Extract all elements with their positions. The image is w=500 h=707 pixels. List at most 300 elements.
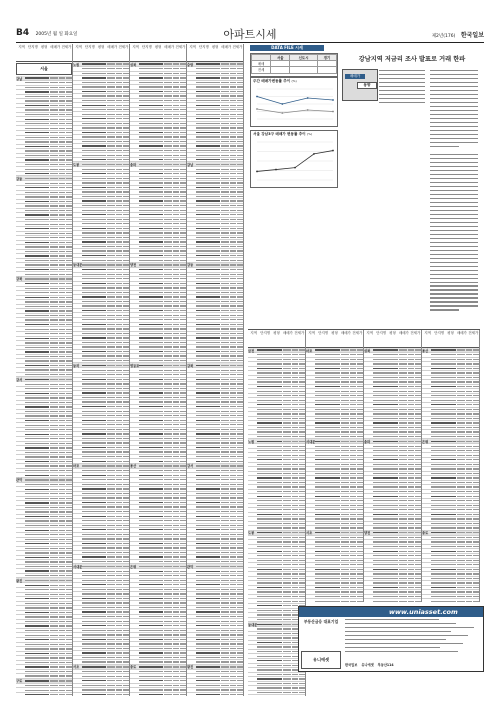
- lease-price-cell: [66, 534, 72, 535]
- complex-cell: [82, 529, 106, 530]
- lease-price-cell: [66, 498, 72, 499]
- size-cell: [164, 296, 172, 297]
- lease-price-cell: [180, 260, 186, 261]
- lease-price-cell: [66, 150, 72, 151]
- sale-price-cell: [292, 555, 298, 556]
- complex-cell: [257, 477, 282, 478]
- sale-price-cell: [59, 648, 65, 649]
- sale-price-cell: [116, 169, 122, 170]
- sale-price-cell: [230, 228, 236, 229]
- size-cell: [50, 415, 58, 416]
- size-cell: [164, 397, 172, 398]
- lease-price-cell: [66, 680, 72, 681]
- complex-cell: [82, 228, 106, 229]
- text-line: [430, 174, 478, 175]
- lease-price-cell: [180, 506, 186, 507]
- size-cell: [221, 442, 229, 443]
- size-cell: [107, 694, 115, 695]
- size-cell: [221, 283, 229, 284]
- lease-price-cell: [66, 406, 72, 407]
- lease-price-cell: [180, 219, 186, 220]
- lease-price-cell: [237, 598, 243, 599]
- complex-cell: [82, 324, 106, 325]
- sale-price-cell: [116, 420, 122, 421]
- lease-price-cell: [237, 141, 243, 142]
- complex-cell: [25, 333, 49, 334]
- complex-cell: [25, 598, 49, 599]
- lease-price-cell: [237, 319, 243, 320]
- lease-price-cell: [123, 484, 129, 485]
- lease-price-cell: [237, 429, 243, 430]
- lease-price-cell: [123, 488, 129, 489]
- sale-price-cell: [59, 461, 65, 462]
- lease-price-cell: [180, 593, 186, 594]
- size-cell: [50, 534, 58, 535]
- size-cell: [164, 100, 172, 101]
- lease-price-cell: [66, 324, 72, 325]
- complex-cell: [196, 580, 220, 581]
- sale-price-cell: [230, 661, 236, 662]
- lease-price-cell: [123, 461, 129, 462]
- size-cell: [283, 496, 291, 497]
- sale-price-cell: [59, 470, 65, 471]
- complex-cell: [139, 241, 163, 242]
- size-cell: [107, 680, 115, 681]
- text-line: [430, 110, 478, 111]
- complex-cell: [315, 363, 340, 364]
- size-cell: [107, 145, 115, 146]
- sale-price-cell: [59, 360, 65, 361]
- lease-price-cell: [180, 584, 186, 585]
- size-cell: [221, 680, 229, 681]
- lease-price-cell: [123, 210, 129, 211]
- lease-price-cell: [180, 534, 186, 535]
- complex-cell: [196, 397, 220, 398]
- text-line: [430, 266, 478, 267]
- lease-price-cell: [237, 497, 243, 498]
- size-cell: [164, 438, 172, 439]
- complex-cell: [82, 411, 106, 412]
- lease-price-cell: [66, 196, 72, 197]
- size-cell: [107, 296, 115, 297]
- text-line: [379, 82, 425, 83]
- size-cell: [164, 461, 172, 462]
- lease-price-cell: [237, 543, 243, 544]
- lease-price-cell: [123, 616, 129, 617]
- district-cell: 도봉: [248, 531, 255, 536]
- size-cell: [221, 255, 229, 256]
- text-line: [430, 94, 478, 95]
- size-cell: [283, 486, 291, 487]
- complex-cell: [139, 91, 163, 92]
- lease-price-cell: [237, 73, 243, 74]
- lease-price-cell: [123, 465, 129, 466]
- lease-price-cell: [299, 687, 305, 688]
- lease-price-cell: [237, 451, 243, 452]
- complex-cell: [82, 241, 106, 242]
- size-cell: [221, 652, 229, 653]
- complex-cell: [196, 525, 220, 526]
- complex-cell: [25, 493, 49, 494]
- size-cell: [164, 118, 172, 119]
- size-cell: [221, 351, 229, 352]
- complex-cell: [139, 442, 163, 443]
- size-cell: [221, 383, 229, 384]
- lease-price-cell: [66, 621, 72, 622]
- size-cell: [107, 561, 115, 562]
- lease-price-cell: [66, 360, 72, 361]
- sale-price-cell: [59, 114, 65, 115]
- lease-price-cell: [180, 465, 186, 466]
- complex-cell: [139, 132, 163, 133]
- sale-price-cell: [59, 543, 65, 544]
- lease-price-cell: [357, 404, 363, 405]
- district-cell: 강남: [16, 76, 23, 81]
- sale-price-cell: [116, 346, 122, 347]
- size-cell: [221, 475, 229, 476]
- size-cell: [221, 173, 229, 174]
- lease-price-cell: [237, 360, 243, 361]
- complex-cell: [25, 292, 49, 293]
- sale-price-cell: [116, 529, 122, 530]
- size-cell: [50, 657, 58, 658]
- lease-price-cell: [299, 509, 305, 510]
- size-cell: [221, 511, 229, 512]
- complex-cell: [25, 484, 49, 485]
- header-cell: 지역: [308, 331, 315, 335]
- text-line: [379, 78, 425, 79]
- size-cell: [221, 145, 229, 146]
- lease-price-cell: [180, 602, 186, 603]
- lease-price-cell: [123, 661, 129, 662]
- sale-price-cell: [230, 379, 236, 380]
- complex-cell: [82, 584, 106, 585]
- lease-price-cell: [357, 400, 363, 401]
- size-cell: [50, 685, 58, 686]
- complex-cell: [196, 241, 220, 242]
- size-cell: [221, 493, 229, 494]
- sale-price-cell: [292, 582, 298, 583]
- complex-cell: [139, 77, 163, 78]
- complex-cell: [196, 95, 220, 96]
- sale-price-cell: [230, 150, 236, 151]
- size-cell: [164, 621, 172, 622]
- complex-cell: [139, 360, 163, 361]
- lease-price-cell: [123, 219, 129, 220]
- lease-price-cell: [299, 678, 305, 679]
- size-cell: [164, 543, 172, 544]
- complex-cell: [196, 475, 220, 476]
- lease-price-cell: [237, 561, 243, 562]
- size-cell: [107, 401, 115, 402]
- complex-cell: [139, 593, 163, 594]
- lease-price-cell: [66, 224, 72, 225]
- complex-cell: [139, 219, 163, 220]
- lease-price-cell: [237, 287, 243, 288]
- size-cell: [50, 644, 58, 645]
- district-cell: 강북: [187, 363, 194, 368]
- size-cell: [221, 694, 229, 695]
- lease-price-cell: [123, 305, 129, 306]
- sale-price-cell: [59, 324, 65, 325]
- size-cell: [50, 356, 58, 357]
- size-cell: [50, 493, 58, 494]
- complex-cell: [196, 77, 220, 78]
- lease-price-cell: [237, 246, 243, 247]
- size-cell: [221, 506, 229, 507]
- complex-cell: [25, 625, 49, 626]
- size-cell: [164, 671, 172, 672]
- size-cell: [107, 205, 115, 206]
- lease-price-cell: [357, 372, 363, 373]
- lease-price-cell: [123, 191, 129, 192]
- lease-price-cell: [180, 232, 186, 233]
- complex-cell: [139, 63, 163, 64]
- lease-price-cell: [123, 187, 129, 188]
- lease-price-cell: [237, 342, 243, 343]
- sale-price-cell: [116, 470, 122, 471]
- sale-price-cell: [116, 73, 122, 74]
- size-cell: [164, 136, 172, 137]
- complex-cell: [25, 82, 49, 83]
- complex-cell: [139, 228, 163, 229]
- lease-price-cell: [123, 534, 129, 535]
- complex-cell: [82, 159, 106, 160]
- size-cell: [50, 379, 58, 380]
- size-cell: [107, 388, 115, 389]
- sale-price-cell: [116, 237, 122, 238]
- sale-price-cell: [116, 401, 122, 402]
- complex-cell: [25, 297, 49, 298]
- lease-price-cell: [180, 310, 186, 311]
- complex-cell: [25, 242, 49, 243]
- lease-price-cell: [66, 306, 72, 307]
- sale-price-cell: [230, 652, 236, 653]
- size-cell: [283, 446, 291, 447]
- complex-cell: [257, 500, 282, 501]
- text-line: [430, 70, 478, 71]
- complex-cell: [196, 264, 220, 265]
- lease-price-cell: [237, 296, 243, 297]
- complex-cell: [257, 687, 282, 688]
- complex-cell: [25, 402, 49, 403]
- lease-price-cell: [66, 493, 72, 494]
- sale-price-cell: [292, 687, 298, 688]
- sale-price-cell: [230, 333, 236, 334]
- complex-cell: [25, 119, 49, 120]
- sale-price-cell: [59, 415, 65, 416]
- complex-cell: [196, 584, 220, 585]
- size-cell: [107, 584, 115, 585]
- size-cell: [221, 538, 229, 539]
- complex-cell: [196, 566, 220, 567]
- lease-price-cell: [180, 406, 186, 407]
- size-cell: [164, 516, 172, 517]
- sale-price-cell: [292, 537, 298, 538]
- size-cell: [164, 379, 172, 380]
- complex-cell: [25, 612, 49, 613]
- size-cell: [283, 578, 291, 579]
- sale-price-cell: [230, 616, 236, 617]
- complex-cell: [139, 319, 163, 320]
- size-cell: [50, 671, 58, 672]
- sale-price-cell: [116, 397, 122, 398]
- size-cell: [107, 337, 115, 338]
- sale-price-cell: [59, 319, 65, 320]
- lease-price-cell: [180, 634, 186, 635]
- sale-price-cell: [59, 119, 65, 120]
- sale-price-cell: [59, 356, 65, 357]
- complex-cell: [257, 596, 282, 597]
- size-cell: [221, 91, 229, 92]
- lease-price-cell: [299, 683, 305, 684]
- complex-cell: [82, 566, 106, 567]
- size-cell: [164, 292, 172, 293]
- complex-cell: [196, 484, 220, 485]
- size-cell: [341, 391, 349, 392]
- complex-cell: [82, 255, 106, 256]
- size-cell: [107, 191, 115, 192]
- sale-price-cell: [59, 246, 65, 247]
- lease-price-cell: [180, 621, 186, 622]
- size-cell: [107, 630, 115, 631]
- size-cell: [50, 507, 58, 508]
- complex-cell: [196, 205, 220, 206]
- article-text-col1: [379, 70, 425, 106]
- lease-price-cell: [180, 383, 186, 384]
- complex-cell: [25, 539, 49, 540]
- sale-price-cell: [173, 411, 179, 412]
- lease-price-cell: [180, 370, 186, 371]
- text-line: [430, 166, 478, 167]
- size-cell: [283, 482, 291, 483]
- size-cell: [164, 337, 172, 338]
- lease-price-cell: [180, 639, 186, 640]
- complex-cell: [82, 310, 106, 311]
- text-line: [430, 122, 478, 123]
- lease-price-cell: [299, 477, 305, 478]
- header-cell: 단지명: [260, 331, 271, 335]
- lease-price-cell: [123, 169, 129, 170]
- sale-price-cell: [59, 91, 65, 92]
- lease-price-cell: [180, 324, 186, 325]
- complex-cell: [196, 593, 220, 594]
- size-cell: [107, 516, 115, 517]
- sale-price-cell: [230, 392, 236, 393]
- district-cell: 노원: [248, 439, 255, 444]
- complex-cell: [139, 666, 163, 667]
- lease-price-cell: [66, 384, 72, 385]
- text-line: [430, 274, 478, 275]
- lease-price-cell: [237, 305, 243, 306]
- data-point: [332, 150, 334, 152]
- size-cell: [164, 493, 172, 494]
- text-line: [430, 198, 478, 199]
- complex-cell: [196, 237, 220, 238]
- complex-cell: [257, 555, 282, 556]
- size-cell: [107, 301, 115, 302]
- complex-cell: [25, 447, 49, 448]
- lease-price-cell: [237, 593, 243, 594]
- size-cell: [107, 502, 115, 503]
- size-cell: [164, 625, 172, 626]
- sale-price-cell: [116, 666, 122, 667]
- lease-price-cell: [237, 205, 243, 206]
- sale-price-cell: [59, 566, 65, 567]
- lease-price-cell: [123, 561, 129, 562]
- size-cell: [50, 292, 58, 293]
- complex-cell: [139, 634, 163, 635]
- complex-cell: [196, 689, 220, 690]
- complex-cell: [82, 671, 106, 672]
- size-cell: [221, 556, 229, 557]
- sale-price-cell: [116, 301, 122, 302]
- sale-price-cell: [292, 486, 298, 487]
- header-cell: 평형: [273, 331, 280, 335]
- sale-price-cell: [59, 675, 65, 676]
- size-cell: [283, 372, 291, 373]
- size-cell: [164, 82, 172, 83]
- complex-cell: [139, 602, 163, 603]
- complex-cell: [82, 315, 106, 316]
- lease-price-cell: [66, 429, 72, 430]
- sale-price-cell: [173, 661, 179, 662]
- sale-price-cell: [230, 86, 236, 87]
- lease-price-cell: [180, 470, 186, 471]
- text-line: [430, 206, 478, 207]
- lease-price-cell: [180, 228, 186, 229]
- size-cell: [50, 443, 58, 444]
- complex-cell: [196, 374, 220, 375]
- complex-cell: [257, 468, 282, 469]
- size-cell: [50, 589, 58, 590]
- lease-price-cell: [123, 411, 129, 412]
- sale-price-cell: [116, 127, 122, 128]
- complex-cell: [196, 223, 220, 224]
- complex-cell: [139, 173, 163, 174]
- text-line: [430, 214, 478, 215]
- complex-cell: [139, 543, 163, 544]
- size-cell: [50, 539, 58, 540]
- lease-price-cell: [123, 447, 129, 448]
- complex-cell: [139, 406, 163, 407]
- size-cell: [221, 155, 229, 156]
- lease-price-cell: [180, 525, 186, 526]
- district-cell: 도봉: [73, 162, 80, 167]
- lease-price-cell: [180, 661, 186, 662]
- size-cell: [50, 543, 58, 544]
- district-cell: 강남: [187, 162, 194, 167]
- size-cell: [221, 607, 229, 608]
- size-cell: [164, 237, 172, 238]
- size-cell: [164, 556, 172, 557]
- complex-cell: [196, 470, 220, 471]
- sale-price-cell: [173, 529, 179, 530]
- complex-cell: [139, 370, 163, 371]
- size-cell: [164, 95, 172, 96]
- size-cell: [107, 178, 115, 179]
- sale-price-cell: [59, 301, 65, 302]
- lease-price-cell: [237, 525, 243, 526]
- complex-cell: [25, 251, 49, 252]
- complex-cell: [196, 607, 220, 608]
- lease-price-cell: [299, 555, 305, 556]
- complex-cell: [82, 260, 106, 261]
- text-line: [430, 146, 459, 147]
- size-cell: [107, 365, 115, 366]
- size-cell: [107, 566, 115, 567]
- lease-price-cell: [237, 648, 243, 649]
